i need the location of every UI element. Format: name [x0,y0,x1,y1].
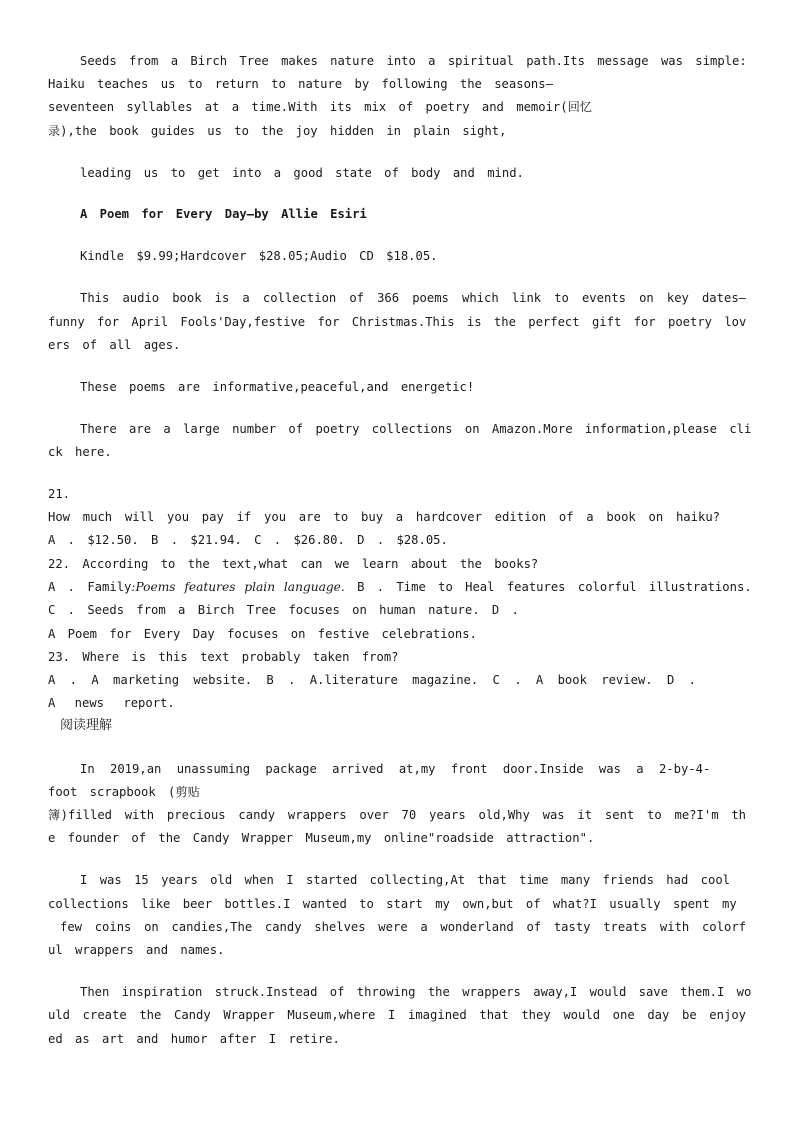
poem-book-title: A Poem for Every Day—by Allie Esiri [80,207,367,221]
candy-passage-p3-line-3: ed as art and humor after I retire. [48,1032,340,1046]
question-22-text: 22. According to the text,what can we learn about the books? [48,557,539,571]
birch-passage-line-5: leading us to get into a good state of body and mind. [80,166,524,180]
question-22-option-a-italic: :Poems features plain language. [131,580,345,594]
question-23-options: A . A marketing website. B . A.literature magazine. C . A book review. D . [48,673,696,687]
birch-passage-line-3: seventeen syllables at a time.With its mix of poetry and memoir(回忆 [48,100,592,114]
poem-book-summary: These poems are informative,peaceful,and energetic! [80,380,475,394]
birch-passage-line-1: Seeds from a Birch Tree makes nature into a spiritual path.Its message was simple: [80,54,747,68]
amazon-info-line-1: There are a large number of poetry collections on Amazon.More information,please cli [80,422,752,436]
question-21-number: 21. [48,487,71,501]
question-22-option-c: C . Seeds from a Birch Tree focuses on human nature. D . [48,603,519,617]
question-22-option-d: A Poem for Every Day focuses on festive celebrations. [48,627,477,641]
candy-passage-p2-line-2: collections like beer bottles.I wanted to start my own,but of what?I usually spent my [48,897,737,911]
candy-passage-p2-line-3: few coins on candies,The candy shelves were a wonderland of tasty treats with colorf [60,920,746,934]
question-21-options: A . $12.50. B . $21.94. C . $26.80. D . $28.05. [48,533,448,547]
poem-book-prices: Kindle $9.99;Hardcover $28.05;Audio CD $18.05. [80,249,438,263]
candy-passage-p1-line-3: 簿)filled with precious candy wrappers over 70 years old,Why was it sent to me?I'm th [48,808,746,822]
birch-passage-line-4: 录),the book guides us to the joy hidden in plain sight, [48,124,507,138]
section-heading: 阅读理解 [60,718,113,733]
question-22-option-b: B . Time to Heal features colorful illustrations. [357,580,752,594]
document-page [48,0,752,1123]
amazon-info-line-2: ck here. [48,445,112,459]
question-22-options-ab [48,579,752,597]
question-23-text: 23. Where is this text probably taken from? [48,650,399,664]
question-22-option-a-prefix: A . Family [48,580,132,594]
candy-passage-p1-line-2: foot scrapbook (剪贴 [48,785,200,799]
candy-passage-p3-line-2: uld create the Candy Wrapper Museum,where I imagined that they would one day be enjoy [48,1008,746,1022]
candy-passage-p1-line-4: e founder of the Candy Wrapper Museum,my online"roadside attraction". [48,831,595,845]
poem-book-desc-line-2: funny for April Fools'Day,festive for Christmas.This is the perfect gift for poetry lov [48,315,747,329]
poem-book-desc-line-1: This audio book is a collection of 366 poems which link to events on key dates— [80,291,746,305]
candy-passage-p2-line-4: ul wrappers and names. [48,943,225,957]
candy-passage-p1-line-1: In 2019,an unassuming package arrived at,my front door.Inside was a 2-by-4- [80,762,711,776]
birch-passage-line-2: Haiku teaches us to return to nature by following the seasons— [48,77,553,91]
question-21-text: How much will you pay if you are to buy a hardcover edition of a book on haiku? [48,510,720,524]
poem-book-desc-line-3: ers of all ages. [48,338,181,352]
candy-passage-p2-line-1: I was 15 years old when I started collecting,At that time many friends had cool [80,873,730,887]
question-23-option-d: A news report. [48,696,175,710]
candy-passage-p3-line-1: Then inspiration struck.Instead of throwing the wrappers away,I would save them.I wo [80,985,752,999]
